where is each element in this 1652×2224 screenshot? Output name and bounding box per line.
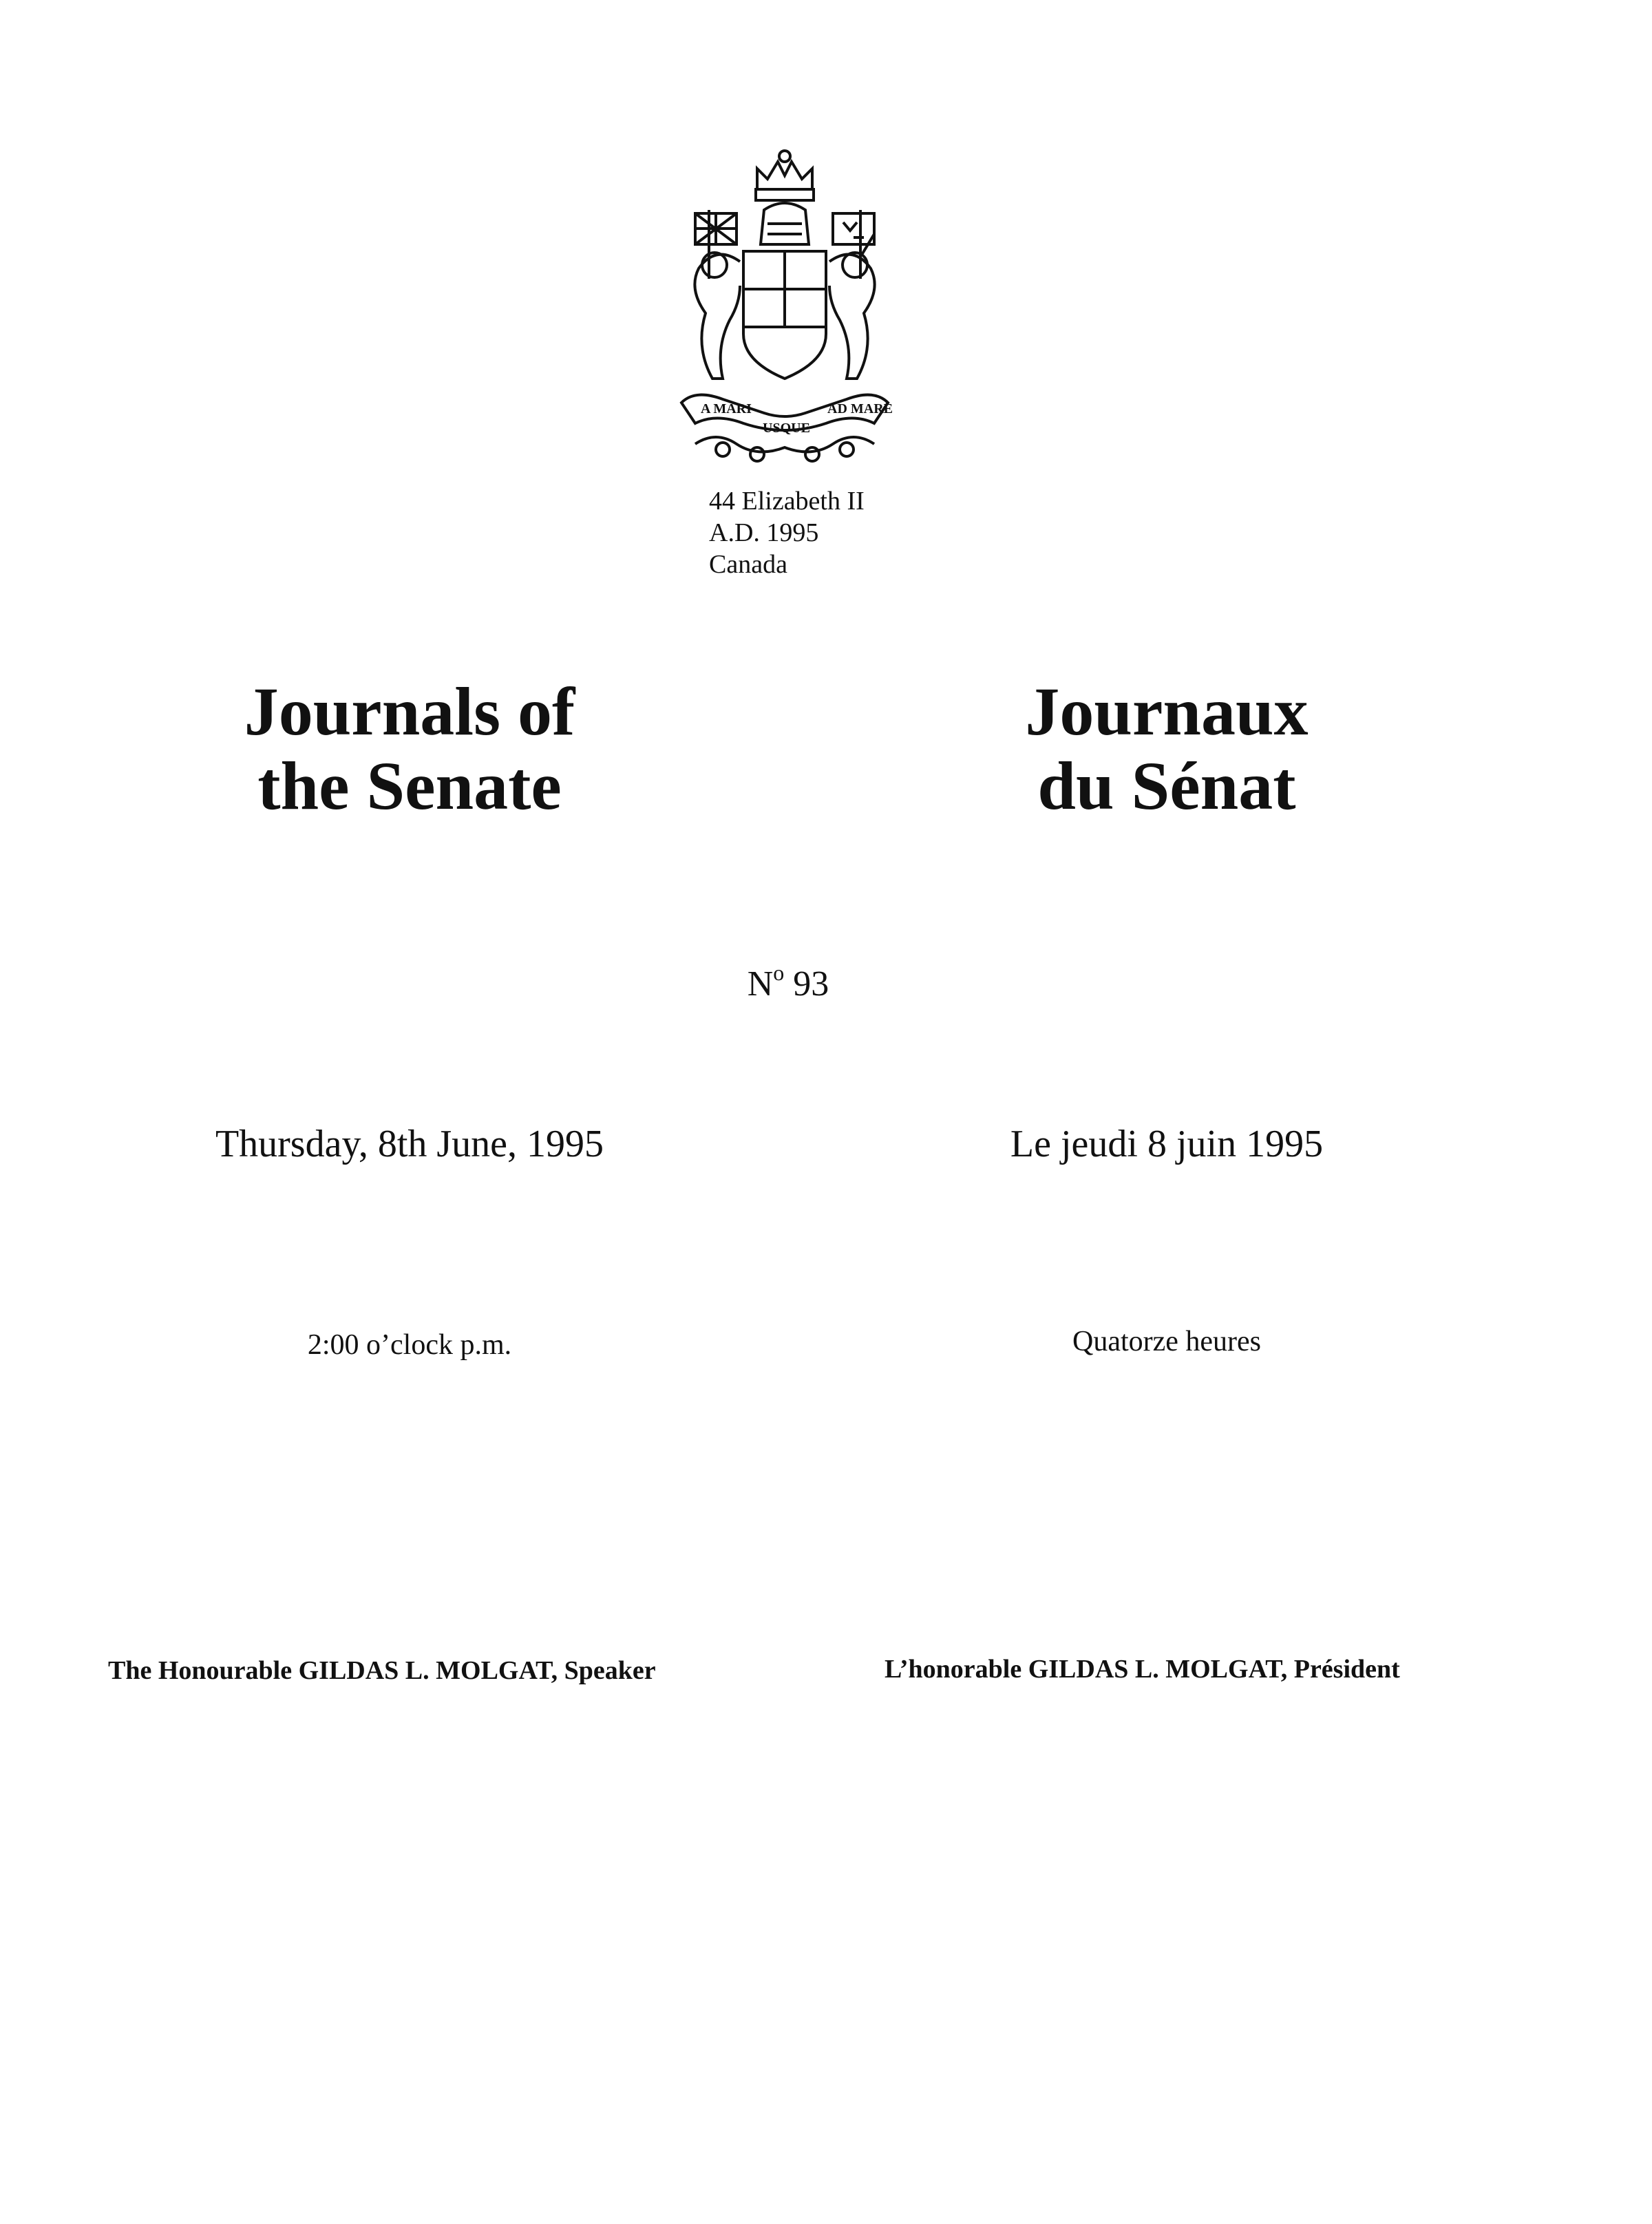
- title-english-line1: Journals of: [244, 673, 575, 750]
- regnal-year-block: [709, 485, 865, 580]
- title-english: [138, 675, 681, 823]
- title-english-line2: the Senate: [257, 748, 562, 824]
- speaker-french: L’honorable GILDAS L. MOLGAT, Président: [885, 1655, 1400, 1684]
- motto-center: USQUE: [763, 421, 810, 436]
- title-french-line1: Journaux: [1025, 673, 1309, 750]
- issue-number: [688, 960, 888, 1004]
- coat-of-arms-icon: [668, 141, 902, 472]
- motto-left: A MARI: [701, 401, 752, 416]
- motto-right: AD MARE: [827, 401, 893, 416]
- regnal-year: 44 Elizabeth II: [709, 487, 865, 516]
- issue-number-prefix: N: [747, 964, 774, 1004]
- country-name: Canada: [709, 550, 787, 579]
- title-french: [895, 675, 1439, 823]
- time-french: Quatorze heures: [1072, 1326, 1262, 1357]
- date-english: Thursday, 8th June, 1995: [215, 1123, 604, 1165]
- time-english: 2:00 o’clock p.m.: [307, 1329, 512, 1361]
- issue-number-value: 93: [793, 964, 829, 1004]
- speaker-english: The Honourable GILDAS L. MOLGAT, Speaker: [108, 1656, 656, 1685]
- title-french-line2: du Sénat: [1037, 748, 1296, 824]
- calendar-year: A.D. 1995: [709, 518, 819, 547]
- issue-number-superscript: o: [773, 960, 785, 985]
- date-french: Le jeudi 8 juin 1995: [1010, 1123, 1324, 1165]
